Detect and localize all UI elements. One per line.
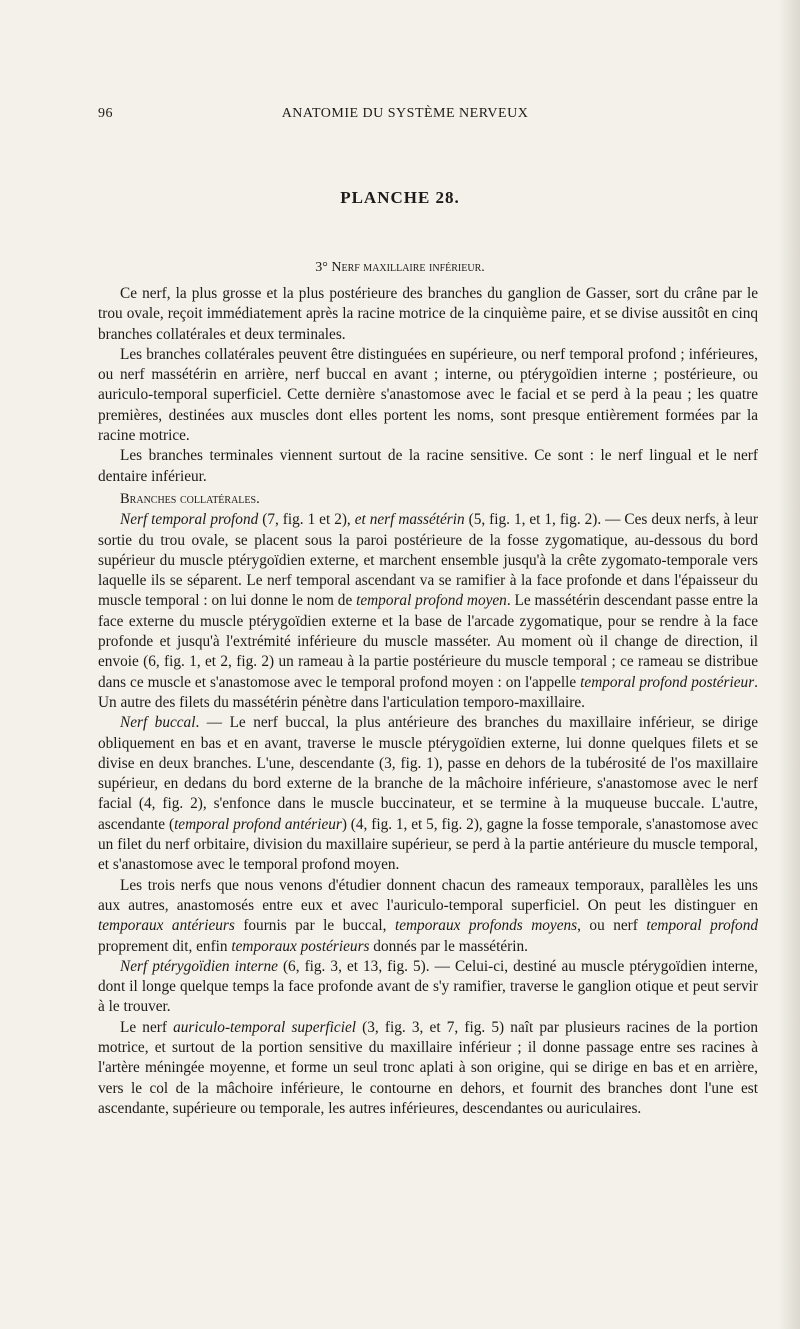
text-run: (6, fig. 3, et 13, fig. 5). — Celui-ci, destiné au muscle ptérygoïdien interne, dont il longe quelque temps la face profonde avant de s'y ramifier, traverse le ganglion otique et peut servir à le trouver.: [98, 957, 758, 1016]
subheading: Branches collatérales.: [120, 490, 260, 507]
italic-run: auriculo-temporal superficiel: [173, 1018, 357, 1036]
text-run: Les trois nerfs que nous venons d'étudier donnent chacun des rameaux temporaux, parallèles les uns aux autres, anastomosés entre eux et avec l'auriculo-temporal superficiel. On peut les distinguer en: [98, 876, 758, 914]
text-run: proprement dit, enfin: [98, 937, 232, 955]
text-run: Ce nerf, la plus grosse et la plus postérieure des branches du ganglion de Gasser, sort du crâne par le trou ovale, reçoit immédiatement après la racine motrice de la cinquième paire, et se divise aussitôt en cinq branches collatérales et deux terminales.: [98, 285, 758, 343]
italic-run: Nerf temporal profond: [120, 511, 259, 529]
text-run: (7, fig. 1 et 2),: [258, 511, 355, 529]
italic-run: temporal profond moyen: [356, 592, 507, 610]
paragraph: [98, 284, 758, 345]
italic-run: temporaux postérieurs: [231, 937, 370, 955]
paragraph: [98, 957, 758, 1018]
section-name: Nerf maxillaire inférieur.: [331, 260, 485, 275]
text-run: ) (4, fig. 1, et 5, fig. 2), gagne la fosse temporale, s'anastomose avec un filet du nerf orbitaire, division du maxillaire supérieur, se perd à la partie antérieure du muscle temporal, et s'anastomose avec le temporal profond moyen.: [98, 815, 759, 874]
text-run: , ou nerf: [577, 917, 647, 935]
text-run: . Le massétérin descendant passe entre la face externe du muscle ptérygoïdien externe et la base de l'arcade zygomatique, pour se rendre à la face profonde et jusqu'à l'extrémité inférieure du muscle masséter. Au moment où il change de direction, il envoie (6, fig. 1, et 2, fig. 2) un rameau à la partie postérieure du muscle temporal ; ce rameau se distribue dans ce muscle et s'anastomose avec le temporal profond moyen : on l'appelle: [98, 592, 758, 691]
italic-run: Nerf ptérygoïdien interne: [120, 957, 278, 975]
paragraph: [98, 713, 758, 875]
paragraph: [98, 510, 758, 713]
section-number: 3°: [315, 260, 328, 275]
paragraph: [98, 345, 758, 446]
italic-run: temporal profond postérieur: [580, 673, 755, 691]
running-header: [98, 106, 712, 126]
text-run: Le nerf: [120, 1018, 174, 1036]
text-run: Les branches collatérales peuvent être distinguées en supérieure, ou nerf temporal profond ; inférieures, ou nerf massétérin en arrière, nerf buccal en avant ; interne, ou ptérygoïdien interne ; postérieure, ou auriculo-temporal superficiel. Cette dernière s'anastomose avec le facial et se perd à la peau ; les quatre premières, destinées aux muscles dont elles portent les noms, sont presque entièrement formées par la racine motrice.: [98, 345, 758, 445]
text-run: fournis par le buccal,: [234, 917, 395, 935]
italic-run: Nerf buccal: [120, 714, 196, 732]
text-run: (3, fig. 3, et 7, fig. 5) naît par plusieurs racines de la portion motrice, et surtout de la portion sensitive du maxillaire inférieur ; il donne passage entre ses racines à l'artère méningée moyenne, et forme un seul tronc aplati à son origine, qui se dirige en bas et en arrière, vers le col de la mâchoire inférieure, le contourne en dehors, et fournit des branches dont l'une est ascendante, supérieure ou temporale, les autres inférieures, descendantes ou auriculaires.: [98, 1018, 758, 1117]
page-number: 96: [98, 106, 113, 121]
text-run: donnés par le massétérin.: [369, 937, 528, 955]
italic-run: temporal profond antérieur: [174, 815, 342, 833]
running-title: ANATOMIE DU SYSTÈME NERVEUX: [281, 106, 529, 121]
text-run: . Un autre des filets du massétérin pénètre dans l'articulation temporo-maxillaire.: [98, 673, 758, 711]
text-run: (5, fig. 1, et 1, fig. 2). — Ces deux nerfs, à leur sortie du trou ovale, se placent sous la paroi postérieure de la fosse zygomatique, au-dessous du bord supérieur du muscle ptérygoïdien externe, et marchent ensemble jusqu'à la crête zygomato-temporale vers laquelle ils se séparent. Le nerf temporal ascendant va se ramifier à la face profonde et dans l'épaisseur du muscle temporal : on lui donne le nom de: [98, 511, 758, 610]
italic-run: temporaux antérieurs: [98, 917, 235, 935]
paragraph: [98, 1018, 758, 1119]
text-run: Les branches terminales viennent surtout de la racine sensitive. Ce sont : le nerf lingual et le nerf dentaire inférieur.: [98, 447, 758, 485]
paragraph: [98, 446, 758, 487]
plate-title: PLANCHE 28.: [340, 188, 460, 207]
paragraph: [98, 876, 758, 957]
italic-run: temporaux profonds moyens: [394, 917, 578, 935]
italic-run: temporal profond: [646, 917, 758, 935]
section-title: [0, 260, 800, 276]
body-text: [98, 284, 758, 1119]
text-run: . — Le nerf buccal, la plus antérieure des branches du maxillaire inférieur, se dirige obliquement en bas et en avant, traverse le muscle ptérygoïdien externe, lui donne quelques filets et se divise en deux branches. L'une, descendante (3, fig. 1), passe en dehors de la tubérosité de l'os maxillaire supérieur, en dedans du bord externe de la branche de la mâchoire inférieure, s'anastomose avec le nerf facial (4, fig. 2), s'enfonce dans le muscle buccinateur, et se termine à la muqueuse buccale. L'autre, ascendante (: [98, 714, 758, 833]
italic-run: et nerf massétérin: [354, 511, 465, 529]
